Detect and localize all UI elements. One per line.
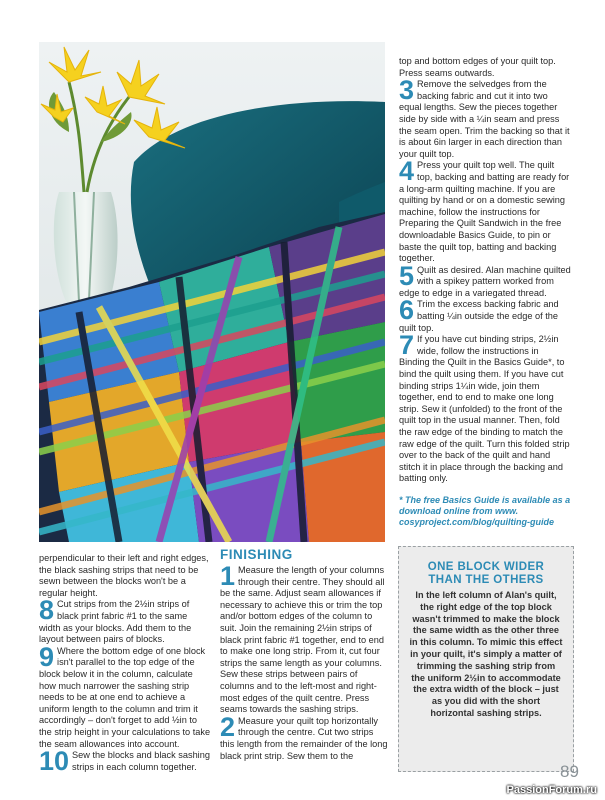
section-heading: FINISHING — [220, 547, 293, 562]
quilt-photo — [39, 42, 385, 542]
step-7 — [399, 330, 571, 485]
step-text: Quilt as desired. Alan machine quilted with a spikey pattern worked from edge to edge in a variegated thread. — [399, 264, 571, 298]
step-text: Measure your quilt top horizontally through the centre. Cut two strips this length from the remainder of the long black print strip. Sew them to the — [220, 715, 388, 761]
step-number: 7 — [399, 330, 415, 361]
sidebar-title-line: THAN THE OTHERS — [428, 574, 544, 586]
step-5 — [399, 260, 571, 300]
step-text: If you have cut binding strips, 2½in wide, follow the instructions in Binding the Quilt in the Basics Guide*, to bind the quilt using them. If you have cut binding strips 1¼in wide, join them together, end to end to make one long strip. Sew it (unfolded) to the front of the quilt top in the usual manner. Then, fold the raw edge of the binding to match the raw edge of the quilt. Turn this folded strip over to the back of the quilt and hand stitch it in place through the backing and batting only. — [399, 334, 570, 484]
right-column — [399, 56, 571, 485]
footnote: * The free Basics Guide is available as a download online from www. cosyproject.com/blog/quilting-guide — [399, 495, 571, 527]
step-text: Cut strips from the 2½in strips of black print fabric #1 to the same width as your blocks. Add them to the layout between pairs of blocks. — [39, 599, 192, 645]
step-3 — [399, 75, 571, 160]
step-number: 9 — [39, 641, 55, 672]
step-number: 8 — [39, 595, 55, 626]
tip-sidebar — [398, 546, 574, 772]
step-8 — [39, 595, 211, 645]
sidebar-title — [409, 561, 563, 587]
continued-text: top and bottom edges of your quilt top. Press seams outwards. — [399, 56, 556, 78]
step-text: Remove the selvedges from the backing fabric and cut it into two equal lengths. Sew the pieces together side by side with a ¼in seam and press the seam open. Trim the backing so that it is about 6in larger in each direction than your quilt top. — [399, 79, 570, 159]
step-number: 6 — [399, 295, 415, 326]
watermark: PassionForum.ru — [506, 784, 597, 796]
page-number: 89 — [560, 762, 579, 781]
step-number: 4 — [399, 156, 415, 187]
step-2 — [220, 711, 390, 762]
step-1 — [220, 561, 390, 716]
step-text: Trim the excess backing fabric and batting ¼in outside the edge of the quilt top. — [399, 299, 559, 333]
left-column — [39, 553, 211, 777]
step-text: Measure the length of your columns through their centre. They should all be the same. Adjust seam allowances if necessary to achieve this or trim the top and/or bottom edges of the column to suit. Join the remaining 2½in strips of black print fabric #1 together, end to end to make one long strip. From it, cut four strips the same length as your columns. Sew these strips between pairs of columns and to the left-most and right-most edges of the quilt centre. Press seams towards the sashing strips. — [220, 565, 385, 715]
step-text: Where the bottom edge of one block isn't parallel to the top edge of the block below it in the column, calculate how much narrower the sashing strip needs to be at one end to achieve a uniform length to the column and trim it accordingly – don't forget to add ½in to the strip height in your calculations to take the seam allowances into account. — [39, 645, 211, 749]
sidebar-body: In the left column of Alan's quilt, the right edge of the top block wasn't trimmed to make the block the same width as the other three in this column. To mimic this effect in your quilt, it's simply a matter of trimming the sashing strip from the uniform 2½in to accommodate the extra width of the block – just as you did with the short horizontal sashing strips. — [409, 590, 563, 718]
sidebar-title-line: ONE BLOCK WIDER — [427, 561, 545, 573]
step-4 — [399, 156, 571, 264]
continued-text: perpendicular to their left and right edges, the black sashing strips that need to be sewn between the blocks won't be a regular height. — [39, 553, 209, 598]
step-number: 10 — [39, 746, 70, 777]
step-number: 3 — [399, 75, 415, 106]
step-number: 1 — [220, 561, 236, 591]
step-text: Press your quilt top well. The quilt top, backing and batting are ready for a long-arm quilting machine. If you are quilting by hand or on a domestic sewing machine, follow the instructions for Preparing the Quilt Sandwich in the free downloadable Basics Guide, to pin or baste the quilt top, batting and backing together. — [399, 160, 570, 264]
step-number: 2 — [220, 711, 236, 742]
step-text: Sew the blocks and black sashing strips in each column together. — [72, 750, 210, 772]
middle-column — [220, 548, 390, 762]
step-6 — [399, 295, 571, 334]
step-10 — [39, 746, 211, 777]
step-9 — [39, 641, 211, 750]
step-number: 5 — [399, 260, 415, 291]
